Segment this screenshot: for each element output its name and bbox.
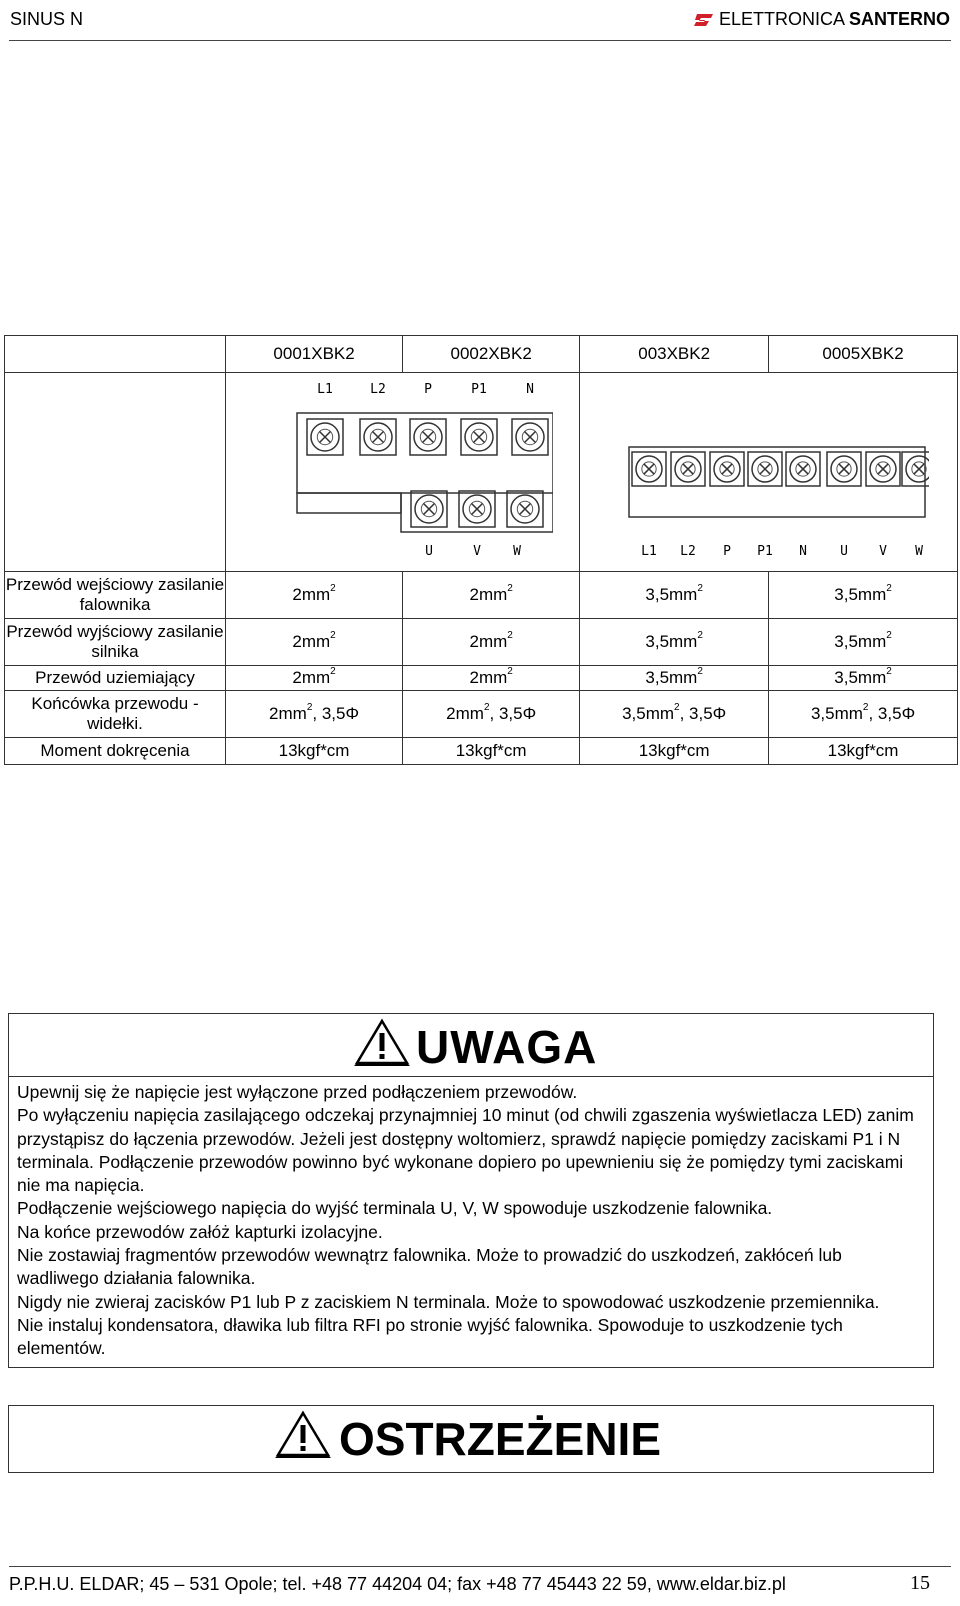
- cell-suffix: , 3,5Φ: [868, 704, 916, 723]
- page-number: 15: [910, 1572, 930, 1594]
- cell-value: 3,5mm: [834, 632, 887, 651]
- cell-superscript: 2: [507, 583, 513, 594]
- terminal-block-body: [401, 493, 553, 532]
- cell-superscript: 2: [886, 583, 892, 594]
- terminal-label: W: [914, 544, 923, 559]
- cell-superscript: 2: [507, 630, 513, 641]
- terminal-block-body: [297, 493, 401, 513]
- terminal-diagram-large-cell: [580, 373, 958, 572]
- table-row: [5, 666, 958, 691]
- cell-value: 2mm: [446, 704, 484, 723]
- diagram-label-cell: [5, 373, 226, 572]
- table-cell: [580, 738, 769, 765]
- terminal-screw: [632, 452, 666, 486]
- terminal-label: U: [839, 544, 848, 559]
- screw-group: [632, 452, 929, 486]
- cell-value: 2mm: [469, 668, 508, 687]
- terminal-screw: [512, 419, 548, 455]
- model-header-row: [5, 336, 958, 373]
- table-cell: [580, 666, 769, 691]
- footer-contact: P.P.H.U. ELDAR; 45 – 531 Opole; tel. +48 77 44204 04; fax +48 77 45443 22 59, www.eldar.biz.pl: [9, 1574, 786, 1594]
- cell-value: 3,5mm: [645, 632, 698, 651]
- terminal-label: N: [525, 382, 534, 397]
- terminal-label: P1: [470, 382, 487, 397]
- terminal-label: V: [472, 544, 481, 559]
- document-title: SINUS N: [10, 9, 84, 29]
- warning-triangle-icon: [354, 1018, 410, 1066]
- cell-value: 13kgf*cm: [827, 741, 899, 760]
- table-cell: [769, 666, 958, 691]
- warning-paragraph: Nie zostawiaj fragmentów przewodów wewnątrz falownika. Może to prowadzić do uszkodzeń, zakłóceń lub wadliwego działania falownika.: [17, 1245, 842, 1289]
- cell-value: 2mm: [269, 704, 307, 723]
- table-cell: [769, 572, 958, 619]
- terminal-label: W: [512, 544, 521, 559]
- terminal-screw: [307, 419, 343, 455]
- screw-group: [307, 419, 548, 527]
- row-label: Końcówka przewodu - widełki.: [5, 691, 226, 738]
- cell-value: 2mm: [292, 585, 331, 604]
- cell-superscript: 2: [306, 702, 313, 713]
- cell-value: 3,5mm: [810, 704, 863, 723]
- cell-superscript: 2: [674, 702, 680, 713]
- cell-superscript: 2: [507, 666, 513, 677]
- table-cell: [403, 572, 580, 619]
- cell-suffix: , 3,5Φ: [312, 704, 360, 723]
- terminal-diagram-small: [253, 377, 553, 567]
- warning-paragraph: Na końce przewodów załóż kapturki izolacyjne.: [17, 1221, 383, 1242]
- terminal-label: P1: [756, 544, 773, 559]
- terminal-screw: [748, 452, 782, 486]
- terminal-label: P: [722, 544, 731, 559]
- row-label: Przewód wyjściowy zasilanie silnika: [5, 619, 226, 666]
- cell-value: 3,5mm: [622, 704, 675, 723]
- cell-superscript: 2: [330, 630, 336, 641]
- row-label: Przewód uziemiający: [5, 666, 226, 691]
- table-cell: [403, 691, 580, 738]
- footer-divider: [9, 1566, 951, 1567]
- cell-value: 2mm: [469, 632, 508, 651]
- table-corner-cell: [5, 336, 226, 373]
- warning-paragraph: Nigdy nie zwieraj zacisków P1 lub P z zaciskiem N terminala. Może to spowodować uszkodzenie przemiennika.: [17, 1291, 880, 1312]
- table-row: [5, 619, 958, 666]
- cell-superscript: 2: [483, 702, 490, 713]
- cell-value: 2mm: [292, 668, 331, 687]
- cell-superscript: 2: [697, 666, 703, 677]
- terminal-screw: [411, 491, 447, 527]
- terminal-screw: [459, 491, 495, 527]
- cell-superscript: 2: [697, 583, 703, 594]
- cell-value: 13kgf*cm: [455, 741, 527, 760]
- terminal-screw: [827, 452, 861, 486]
- terminal-label: L1: [640, 544, 657, 559]
- terminal-label: L2: [369, 382, 386, 397]
- warning-triangle-icon: [275, 1410, 331, 1458]
- cell-value: 2mm: [469, 585, 508, 604]
- table-cell: [226, 738, 403, 765]
- cell-value: 3,5mm: [645, 585, 698, 604]
- header-divider: [9, 40, 951, 41]
- cell-value: 2mm: [292, 632, 331, 651]
- table-cell: [580, 619, 769, 666]
- cell-value: 13kgf*cm: [638, 741, 710, 760]
- terminal-screw: [507, 491, 543, 527]
- row-label: Przewód wejściowy zasilanie falownika: [5, 572, 226, 619]
- cell-superscript: 2: [330, 583, 336, 594]
- brand-name-bold: SANTERNO: [848, 9, 950, 29]
- cell-superscript: 2: [862, 702, 869, 713]
- cell-value: 3,5mm: [834, 668, 887, 687]
- warning-text: [9, 1077, 933, 1367]
- diagram-row: [5, 373, 958, 572]
- table-cell: [226, 666, 403, 691]
- model-header: 0001XBK2: [226, 336, 403, 373]
- cell-value: 3,5mm: [834, 585, 887, 604]
- warning-paragraph: Upewnij się że napięcie jest wyłączone przed podłączeniem przewodów.: [17, 1082, 578, 1102]
- brand-name-regular: ELETTRONICA: [718, 9, 845, 29]
- terminal-label: N: [798, 544, 807, 559]
- model-header: 0002XBK2: [403, 336, 580, 373]
- warning-paragraph: Podłączenie wejściowego napięcia do wyjść terminala U, V, W spowoduje uszkodzenie falownika.: [17, 1198, 773, 1219]
- cell-suffix: , 3,5Φ: [489, 704, 537, 723]
- cell-suffix: , 3,5Φ: [679, 704, 727, 723]
- cell-superscript: 2: [697, 630, 703, 641]
- warning-box: [8, 1013, 934, 1368]
- table-cell: [226, 619, 403, 666]
- terminal-spec-table: [4, 335, 958, 765]
- brand-header: [693, 9, 950, 30]
- warning-header: [9, 1014, 933, 1077]
- cell-superscript: 2: [886, 666, 892, 677]
- table-cell: [580, 572, 769, 619]
- terminal-label: L1: [316, 382, 333, 397]
- caution-box: [8, 1405, 934, 1473]
- warning-paragraph: Nie instaluj kondensatora, dławika lub filtra RFI po stronie wyjść falownika. Spowoduje to uszkodzenie tych elementów.: [17, 1314, 843, 1359]
- model-header: 003XBK2: [580, 336, 769, 373]
- terminal-diagram-large: [609, 377, 929, 567]
- table-cell: [769, 619, 958, 666]
- terminal-screw: [360, 419, 396, 455]
- row-label: Moment dokręcenia: [5, 738, 226, 765]
- caution-title: OSTRZEŻENIE: [339, 1413, 662, 1465]
- table-cell: [403, 619, 580, 666]
- warning-title: UWAGA: [416, 1021, 598, 1073]
- warning-paragraph: Po wyłączeniu napięcia zasilającego odczekaj przynajmniej 10 minut (od chwili zgaszenia wyświetlacza LED) zanim przystąpisz do łączenia przewodów. Jeżeli jest dostępny woltomierz, sprawdź napięcie pomiędzy zaciskami P1 i N terminala. Podłączenie przewodów powinno być wykonane dopiero po upewnieniu się że pomiędzy tymi zaciskami nie ma napięcia.: [17, 1105, 914, 1196]
- terminal-screw: [410, 419, 446, 455]
- terminal-label: V: [878, 544, 887, 559]
- table-cell: [769, 691, 958, 738]
- terminal-label: U: [424, 544, 433, 559]
- cell-superscript: 2: [886, 630, 892, 641]
- terminal-diagram-small-cell: [226, 373, 580, 572]
- table-cell: [403, 666, 580, 691]
- terminal-screw: [671, 452, 705, 486]
- cell-value: 3,5mm: [645, 668, 698, 687]
- terminal-label: L2: [679, 544, 696, 559]
- terminal-screw: [786, 452, 820, 486]
- table-row: [5, 738, 958, 765]
- terminal-screw: [461, 419, 497, 455]
- terminal-block-body: [297, 413, 553, 493]
- cell-value: 13kgf*cm: [278, 741, 350, 760]
- table-row: [5, 691, 958, 738]
- model-header: 0005XBK2: [769, 336, 958, 373]
- table-cell: [226, 572, 403, 619]
- terminal-screw: [866, 452, 900, 486]
- table-cell: [580, 691, 769, 738]
- table-cell: [226, 691, 403, 738]
- table-row: [5, 572, 958, 619]
- santerno-s-logo-icon: [693, 12, 715, 28]
- table-cell: [769, 738, 958, 765]
- cell-superscript: 2: [330, 666, 336, 677]
- terminal-label: P: [423, 382, 432, 397]
- terminal-screw: [710, 452, 744, 486]
- table-cell: [403, 738, 580, 765]
